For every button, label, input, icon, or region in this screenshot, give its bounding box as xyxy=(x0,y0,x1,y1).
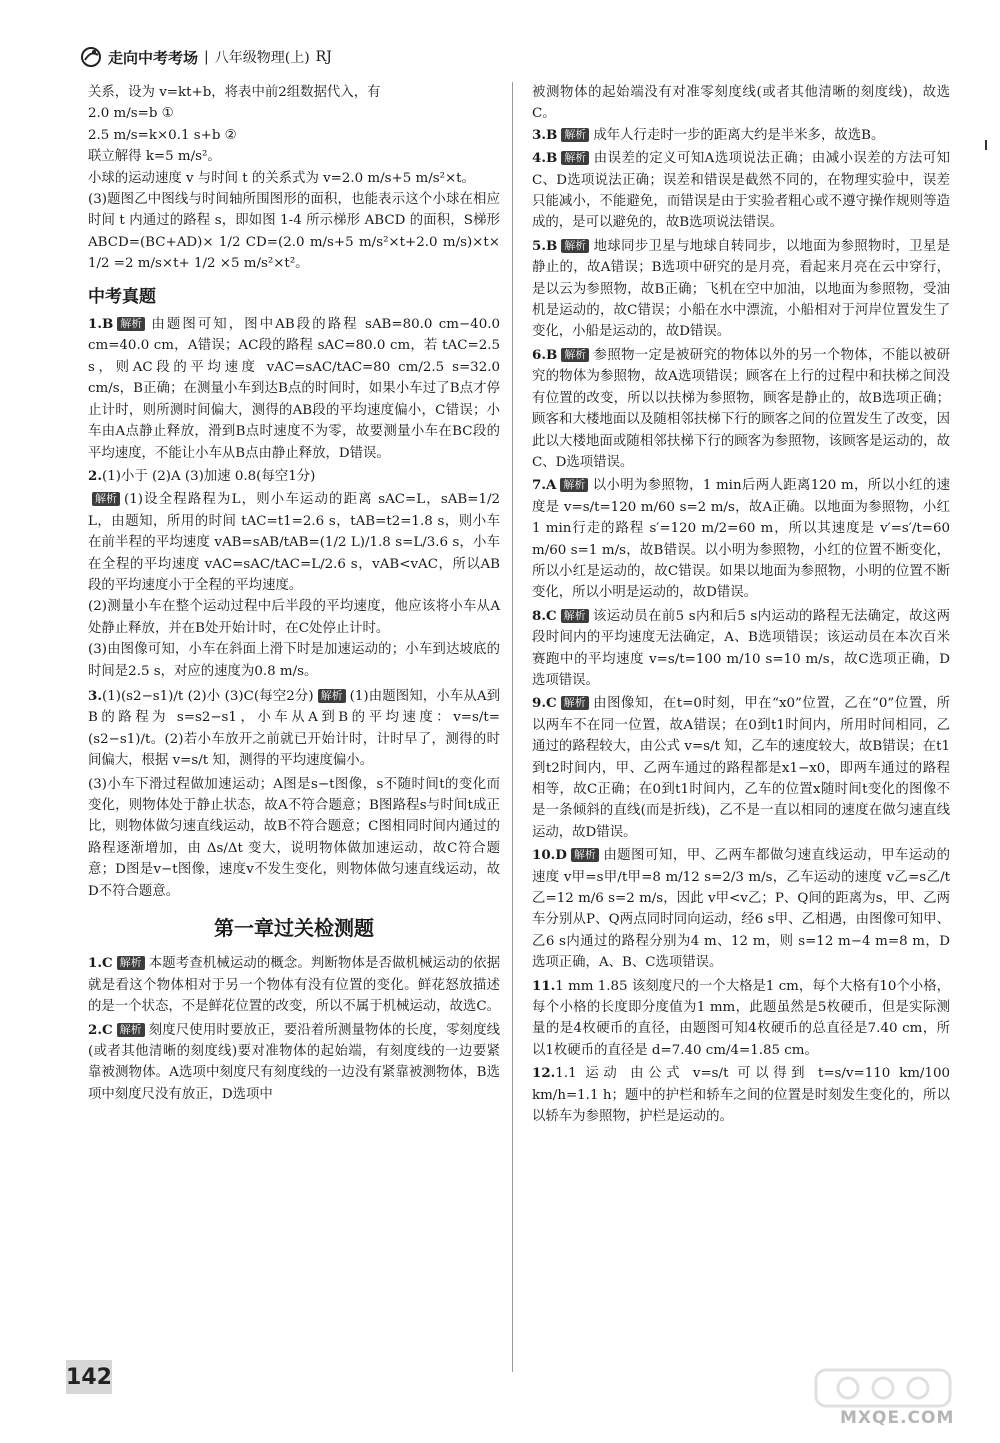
analysis-tag: 解析 xyxy=(561,348,589,362)
question-number: 3. xyxy=(88,687,102,704)
right-column xyxy=(532,82,950,1130)
analysis-tag: 解析 xyxy=(117,956,145,970)
analysis-text: 由题图可知，图中AB段的路程 sAB=80.0 cm−40.0 cm=40.0 cm，A错误；AC段的路程 sAC=80.0 cm，若 tAC=2.5 s，则AC段的平均速度 vAC=sAC/tAC=80 cm/2.5 s=32.0 cm/s，B正确；在测量小车到达B点的时间时，如果小车过了B点才停止计时，则所测时间偏大，测得的AB段的平均速度偏小，C错误；小车由A点静止释放，滑到B点时速度不为零，故要测量小车在BC段的平均速度，不能让小车从B点由静止释放，D错误。 xyxy=(88,317,500,461)
page-header: 走向中考考场 | 八年级物理(上) RJ xyxy=(80,44,332,70)
analysis-paragraph: 解析 (1)设全程路程为L，则小车运动的距离 sAC=L，sAB=1/2 L，由题知，所用的时间 tAC=t1=2.6 s，tAB=t2=1.8 s，则小车在前半程的平均速度 vAB=sAB/tAB=(1/2 L)/1.8 s=L/3.6 s，小车在全程的平均速度 vAC=sAC/tAC=L/2.6 s，vAB<vAC，所以AB段的平均速度小于全程的平均速度。 xyxy=(88,492,500,593)
left-column xyxy=(88,82,500,1107)
runner-logo-icon xyxy=(80,46,102,68)
edition-label: RJ xyxy=(315,49,332,65)
answer-text: 小球的运动速度 v 与时间 t 的关系式为 v=2.0 m/s+5 m/s²×t。 xyxy=(88,170,475,186)
book-title: 走向中考考场 xyxy=(108,48,199,67)
margin-mark xyxy=(985,140,987,150)
analysis-tag: 解析 xyxy=(571,848,599,862)
answer-text: 被测物体的起始端没有对准零刻度线(或者其他清晰的刻度线)，故选C。 xyxy=(532,85,950,122)
analysis-tag: 解析 xyxy=(561,128,589,142)
answer-text: 联立解得 k=5 m/s²。 xyxy=(88,149,221,165)
page-number: 142 xyxy=(66,1360,112,1394)
question-item: 7.A 解析 以小明为参照物，1 min后两人距离120 m，所以小红的速度是 v=s/t=120 m/60 s=2 m/s，故A正确。以地面为参照物，小红1 min行走的路程 s′=120 m/2=60 m，所以其速度是 v′=s′/t=60 m/60 s=1 m/s，故B错误。以小明为参照物，小红的位置不断变化，所以小红是运动的，故C错误。如果以地面为参照物，小明的位置不断变化，所以小明是运动的，故D错误。 xyxy=(532,477,950,601)
analysis-tag: 解析 xyxy=(117,1023,145,1037)
analysis-tag: 解析 xyxy=(561,609,589,623)
question-item: 8.C 解析 该运动员在前5 s内和后5 s内运动的路程无法确定，故这两段时间内的平均速度无法确定，A、B选项错误；该运动员在本次百米赛跑中的平均速度 v=s/t=100 m/10 s=10 m/s，故C选项正确，D选项错误。 xyxy=(532,607,950,688)
column-divider xyxy=(512,82,513,1372)
question-number: 2. xyxy=(88,467,102,484)
analysis-tag: 解析 xyxy=(318,689,346,703)
question-number: 1.C xyxy=(88,955,113,972)
watermark-text: MXQE.COM xyxy=(840,1408,955,1428)
chapter-test-heading: 第一章过关检测题 xyxy=(214,916,374,941)
analysis-tag: 解析 xyxy=(560,478,588,492)
question-item: 5.B 解析 地球同步卫星与地球自转同步，以地面为参照物时，卫星是静止的，故A错误；B选项中研究的是月亮，看起来月亮在云中穿行，是以云为参照物，故B正确；飞机在空中加油，以地面为参照物，受油机是运动的，故C错误；小船在水中漂流，小船相对于河岸位置发生了变化，小船是运动的，故D错误。 xyxy=(532,237,950,340)
analysis-tag: 解析 xyxy=(561,696,589,710)
question-item: 3.B 解析 成年人行走时一步的距离大约是半米多，故选B。 xyxy=(532,126,885,143)
question-number: 2.C xyxy=(88,1021,113,1038)
question-number: 1.B xyxy=(88,316,114,333)
analysis-paragraph: (2)测量小车在整个运动过程中后半段的平均速度，他应该将小车从A处静止释放，并在B处开始计时，在C处停止计时。 xyxy=(88,599,500,636)
answer-key: (1)小于 (2)A (3)加速 0.8(每空1分) xyxy=(101,468,316,484)
analysis-tag: 解析 xyxy=(117,317,145,331)
question-item: 11.1 mm 1.85 该刻度尺的一个大格是1 cm，每个大格有10个小格，每个小格的长度即分度值为1 mm，此题虽然是5枚硬币，但是实际测量的是4枚硬币的直径，由题图可知4枚硬币的总直径是7.40 cm，所以1枚硬币的直径是 d=7.40 cm/4=1.85 cm。 xyxy=(532,977,950,1058)
book-subtitle: 八年级物理(上) xyxy=(214,50,310,66)
question-item: 4.B 解析 由误差的定义可知A选项说法正确；由减小误差的方法可知C、D选项说法正确；误差和错误是截然不同的，在物理实验中，误差只能减小，不能避免，而错误是由于实验者粗心或不遵守操作规则等造成的，是可以避免的，故B选项说法错误。 xyxy=(532,150,950,231)
equation-line: 2.0 m/s=b ① xyxy=(88,106,174,122)
answer-text: (3)题图乙中图线与时间轴所围图形的面积，也能表示这个小球在相应时间 t 内通过的路程 s，即如图 1-4 所示梯形 ABCD 的面积，S梯形ABCD=(BC+AD)× 1/2 CD=(2.0 m/s+5 m/s²×t+2.0 m/s)×t× 1/2 =2 m/s×t+ 1/2 ×5 m/s²×t²。 xyxy=(88,192,500,272)
question-item: 3.(1)(s2−s1)/t (2)小 (3)C(每空2分) 解析 (1)由题图知，小车从A到B的路程为 s=s2−s1，小车从A到B的平均速度：v=s/t=(s2−s1)/t。(2)若小车放开之前就已开始计时，计时早了，测得的时间偏大，根据 v=s/t 知，测得的平均速度偏小。 xyxy=(88,687,500,769)
analysis-paragraph: (3)小车下滑过程做加速运动；A图是s−t图像，s不随时间t的变化而变化，则物体处于静止状态，故A不符合题意；B图路程s与时间t成正比，则物体做匀速直线运动，故B不符合题意；C图相同时间内通过的路程逐渐增加，由 Δs/Δt 变大，说明物体做加速运动，故C符合题意；D图是v−t图像，速度v不发生变化，则物体做匀速直线运动，故D不符合题意。 xyxy=(88,776,500,899)
answer-key: (1)(s2−s1)/t (2)小 (3)C(每空2分) xyxy=(101,688,314,704)
question-item xyxy=(88,314,500,464)
question-item xyxy=(88,466,500,487)
question-item: 2.C 解析 刻度尺使用时要放正，要沿着所测量物体的长度，零刻度线(或者其他清晰的刻度线)要对准物体的起始端，有刻度线的一边要紧靠被测物体。A选项中刻度尺有刻度线的一边没有紧靠被测物体，B选项中刻度尺没有放正，D选项中 xyxy=(88,1021,500,1102)
question-item: 6.B 解析 参照物一定是被研究的物体以外的另一个物体，不能以被研究的物体为参照物，故A选项错误；顾客在上行的过程中和扶梯之间没有位置的改变，所以以扶梯为参照物，顾客是静止的，故B选项正确；顾客和大楼地面以及随相邻扶梯下行的顾客之间的位置发生了改变，因此以大楼地面或随相邻扶梯下行的顾客为参照物，该顾客是运动的，故C、D选项错误。 xyxy=(532,346,950,470)
section-heading: 中考真题 xyxy=(88,286,156,307)
question-item: 1.C 解析 本题考查机械运动的概念。判断物体是否做机械运动的依据就是看这个物体相对于另一个物体有没有位置的变化。鲜花怒放描述的是一个状态，不是鲜花位置的改变，所以不属于机械运动，故选C。 xyxy=(88,955,500,1015)
equation-line: 2.5 m/s=k×0.1 s+b ② xyxy=(88,127,237,143)
question-item: 10.D 解析 由题图可知，甲、乙两车都做匀速直线运动，甲车运动的速度 v甲=s甲/t甲=8 m/12 s=2/3 m/s，乙车运动的速度 v乙=s乙/t乙=12 m/6 s=2 m/s，因此 v甲<v乙；P、Q间的距离为s，甲、乙两车分别从P、Q两点同时同向运动，经6 s甲、乙相遇，由图像可知甲、乙6 s内通过的路程分别为4 m、12 m，则 s=12 m−4 m=8 m，D选项正确，A、B、C选项错误。 xyxy=(532,847,950,971)
answer-text: 关系，设为 v=kt+b，将表中前2组数据代入，有 xyxy=(88,85,381,100)
analysis-tag: 解析 xyxy=(561,239,589,253)
analysis-tag: 解析 xyxy=(561,151,589,165)
analysis-paragraph: (3)由图像可知，小车在斜面上滑下时是加速运动的；小车到达坡底的时间是2.5 s，对应的速度为0.8 m/s。 xyxy=(88,642,500,679)
question-item: 9.C 解析 由图像知，在t=0时刻，甲在“x0”位置，乙在“0”位置，所以两车不在同一位置，故A错误；在0到t1时间内，所用时间相同，乙通过的路程较大，由公式 v=s/t 知，乙车的速度较大，故B错误；在t1到t2时间内，甲、乙两车通过的路程都是x1−x0，即两车通过的路程相等，故C正确；在0到t1时间内，乙车的位置x随时间t变化的图像不是一条倾斜的直线(而是折线)，乙不是一直以相同的速度在做匀速直线运动，故D错误。 xyxy=(532,695,950,840)
question-item: 12.1.1 运动 由公式 v=s/t 可以得到 t=s/v=110 km/100 km/h=1.1 h；题中的护栏和轿车之间的位置是时刻发生变化的，所以以轿车为参照物，护栏是运动的。 xyxy=(532,1065,950,1125)
analysis-tag: 解析 xyxy=(92,492,120,506)
